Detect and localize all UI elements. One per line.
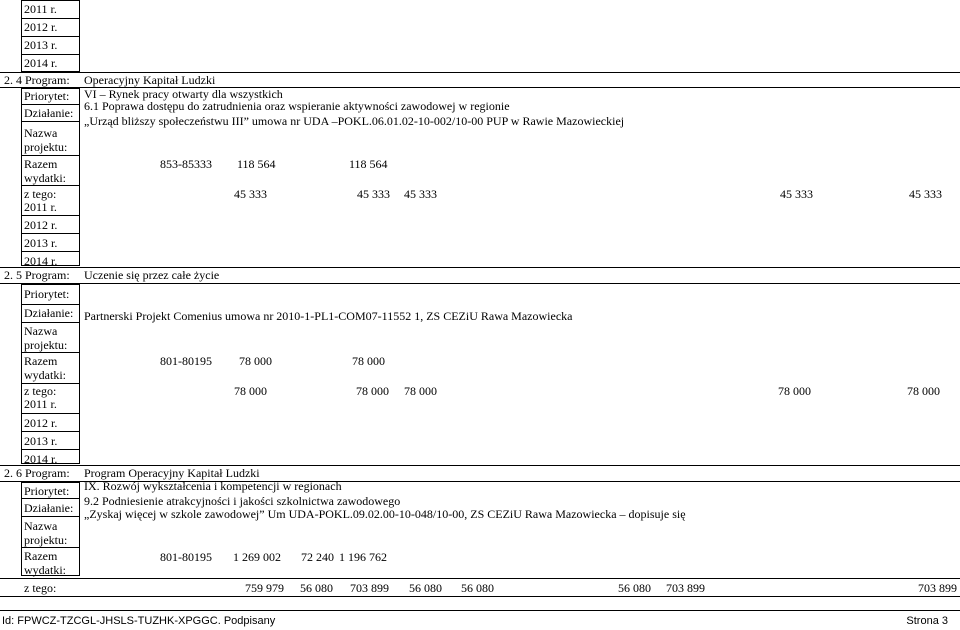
nazwa-value: „Zyskaj więcej w szkole zawodowej” Um UDA-POKL.09.02.00-10-048/10-00, ZS CEZiU Rawa Mazowiecka – dopisuje się	[84, 507, 686, 521]
ztego-label: z tego:	[24, 384, 57, 398]
ztego-label: z tego:	[24, 187, 57, 201]
razem-value: 78 000	[352, 354, 385, 368]
ztego-value: 78 000	[234, 384, 267, 398]
nazwa-label: projektu:	[24, 140, 68, 154]
ztego-value: 56 080	[409, 581, 442, 595]
razem-value: 1 196 762	[339, 550, 387, 564]
program-label: 2. 6 Program:	[4, 466, 70, 480]
dzialanie-value: 6.1 Poprawa dostępu do zatrudnienia oraz wspieranie aktywności zawodowej w regionie	[84, 99, 510, 113]
footer-document-id: Id: FPWCZ-TZCGL-JHSLS-TUZHK-XPGGC. Podpisany	[2, 615, 276, 627]
nazwa-value: Partnerski Projekt Comenius umowa nr 2010-1-PL1-COM07-11552 1, ZS CEZiU Rawa Mazowiecka	[84, 309, 573, 323]
ztego-value: 703 899	[666, 581, 705, 595]
ztego-value: 45 333	[404, 187, 437, 201]
program-name: Uczenie się przez całe życie	[84, 268, 220, 282]
priorytet-label: Priorytet:	[24, 484, 70, 498]
priorytet-value: IX. Rozwój wykształcenia i kompetencji w regionach	[84, 479, 342, 493]
ztego-value: 703 899	[918, 581, 957, 595]
dzialanie-label: Działanie:	[24, 501, 74, 515]
razem-value: 78 000	[239, 354, 272, 368]
razem-label: Razem	[24, 354, 58, 368]
priorytet-value: VI – Rynek pracy otwarty dla wszystkich	[84, 87, 283, 101]
year-label: 2013 r.	[24, 236, 58, 250]
year-label: 2014 r.	[24, 254, 58, 268]
ztego-value: 703 899	[350, 581, 389, 595]
nazwa-label: Nazwa	[24, 519, 58, 533]
razem-label: wydatki:	[24, 563, 66, 577]
program-name: Program Operacyjny Kapitał Ludzki	[84, 466, 260, 480]
ztego-label: z tego:	[24, 581, 57, 595]
nazwa-label: Nazwa	[24, 324, 58, 338]
ztego-value: 78 000	[404, 384, 437, 398]
nazwa-label: Nazwa	[24, 126, 58, 140]
razem-label: Razem	[24, 549, 58, 563]
nazwa-label: projektu:	[24, 338, 68, 352]
razem-value: 118 564	[349, 157, 388, 171]
year-label: 2011 r.	[24, 2, 57, 16]
razem-value: 853-85333	[160, 157, 212, 171]
ztego-value: 45 333	[357, 187, 390, 201]
ztego-value: 45 333	[909, 187, 942, 201]
razem-value: 801-80195	[160, 354, 212, 368]
program-label: 2. 5 Program:	[4, 268, 70, 282]
razem-value: 801-80195	[160, 550, 212, 564]
priorytet-label: Priorytet:	[24, 89, 70, 103]
razem-label: wydatki:	[24, 368, 66, 382]
year-label: 2012 r.	[24, 20, 58, 34]
dzialanie-value: 9.2 Podniesienie atrakcyjności i jakości szkolnictwa zawodowego	[84, 494, 401, 508]
program-name: Operacyjny Kapitał Ludzki	[84, 73, 216, 87]
razem-label: wydatki:	[24, 171, 66, 185]
dzialanie-label: Działanie:	[24, 106, 74, 120]
footer-rule	[0, 610, 960, 611]
year-label: 2011 r.	[24, 397, 57, 411]
nazwa-label: projektu:	[24, 533, 68, 547]
ztego-value: 56 080	[300, 581, 333, 595]
dzialanie-label: Działanie:	[24, 306, 74, 320]
footer-page-number: Strona 3	[906, 615, 948, 627]
ztego-value: 78 000	[907, 384, 940, 398]
program-label: 2. 4 Program:	[4, 73, 70, 87]
year-label: 2012 r.	[24, 218, 58, 232]
ztego-value: 45 333	[780, 187, 813, 201]
ztego-value: 56 080	[618, 581, 651, 595]
year-label: 2012 r.	[24, 416, 58, 430]
ztego-value: 78 000	[778, 384, 811, 398]
ztego-value: 56 080	[461, 581, 494, 595]
ztego-value: 45 333	[234, 187, 267, 201]
nazwa-value: „Urząd bliższy społeczeństwu III” umowa nr UDA –POKL.06.01.02-10-002/10-00 PUP w Rawie Mazowieckiej	[84, 114, 625, 128]
year-label: 2014 r.	[24, 452, 58, 466]
razem-value: 1 269 002	[233, 550, 281, 564]
year-label: 2013 r.	[24, 434, 58, 448]
priorytet-label: Priorytet:	[24, 287, 70, 301]
razem-label: Razem	[24, 157, 58, 171]
ztego-value: 759 979	[245, 581, 284, 595]
razem-value: 72 240	[301, 550, 334, 564]
razem-value: 118 564	[237, 157, 276, 171]
year-label: 2011 r.	[24, 200, 57, 214]
ztego-value: 78 000	[356, 384, 389, 398]
year-label: 2013 r.	[24, 38, 58, 52]
year-label: 2014 r.	[24, 56, 58, 70]
